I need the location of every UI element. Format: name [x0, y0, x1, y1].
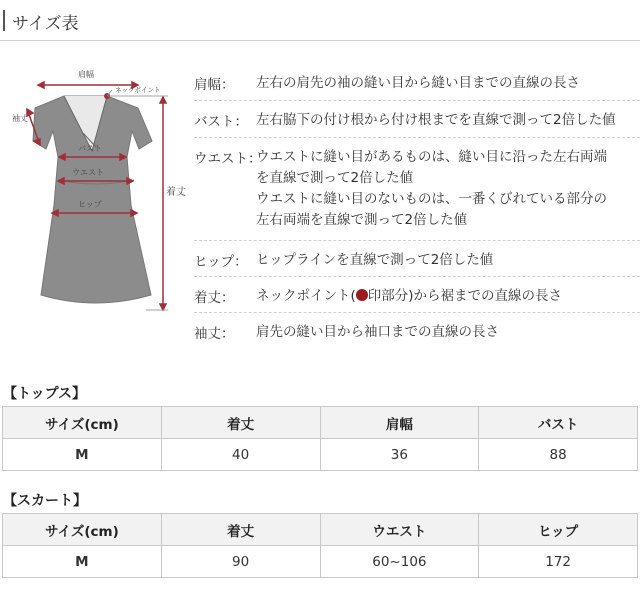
column-header: ヒップ [479, 514, 638, 546]
tops-size-table [2, 406, 638, 471]
size-cell: M [3, 439, 162, 471]
desc-term: 肩幅： [194, 77, 235, 93]
table-header-row [3, 514, 638, 546]
desc-term: 袖丈： [194, 326, 235, 342]
length-arrow-head-bottom [160, 304, 166, 310]
table-row [3, 546, 638, 578]
neck-point-label: ネックポイント [115, 86, 161, 94]
page-header [0, 0, 640, 41]
column-header: 肩幅 [320, 407, 479, 439]
column-header: ウエスト [320, 514, 479, 546]
desc-term: バスト： [194, 114, 248, 130]
desc-line: ウエストに縫い目があるものは、縫い目に沿った左右両端 [256, 149, 607, 165]
desc-term: 着丈： [194, 290, 235, 306]
desc-row-bust [194, 101, 640, 138]
length-label: 着丈 [166, 187, 186, 198]
desc-row-waist [194, 138, 640, 241]
desc-text [256, 147, 607, 231]
hip-arrow-head-right [131, 210, 137, 216]
column-header: 着丈 [161, 407, 320, 439]
desc-text: 左右の肩先の袖の縫い目から縫い目までの直線の長さ [256, 75, 580, 91]
page-title: サイズ表 [12, 14, 79, 34]
value-cell: 90 [161, 546, 320, 578]
dress-illustration [0, 55, 190, 325]
title-accent-bar [3, 10, 5, 31]
skirt-heading: 【スカート】 [3, 493, 87, 509]
desc-text: 左右脇下の付け根から付け根までを直線で測って2倍した値 [256, 112, 616, 128]
waist-arrow-head-right [127, 178, 133, 184]
table-header-row [3, 407, 638, 439]
bust-label: バスト [78, 144, 102, 153]
desc-text: ヒップラインを直線で測って2倍した値 [256, 252, 494, 268]
value-cell: 172 [479, 546, 638, 578]
desc-line: 左右両端を直線で測って2倍した値 [256, 212, 468, 228]
hip-label: ヒップ [78, 200, 102, 209]
size-cell: M [3, 546, 162, 578]
desc-line: ウエストに縫い目のないものは、一番くびれている部分の [256, 191, 607, 207]
column-header: バスト [479, 407, 638, 439]
desc-text: 肩先の縫い目から袖口までの直線の長さ [256, 324, 499, 340]
table-row [3, 439, 638, 471]
waist-label: ウエスト [72, 168, 104, 177]
desc-row-hip [194, 241, 640, 277]
sleeve-label: 袖丈 [12, 114, 28, 123]
skirt-size-table [2, 513, 638, 578]
value-cell: 40 [161, 439, 320, 471]
neck-point-dot-icon [356, 289, 368, 301]
desc-row-sleeve [194, 313, 640, 349]
value-cell: 60~106 [320, 546, 479, 578]
value-cell: 36 [320, 439, 479, 471]
shoulder-label: 肩幅 [78, 70, 94, 79]
tops-heading: 【トップス】 [3, 386, 87, 402]
column-header: サイズ(cm) [3, 407, 162, 439]
desc-row-shoulder [194, 64, 640, 101]
dress-diagram [0, 55, 190, 325]
desc-term: ヒップ： [194, 254, 248, 270]
value-cell: 88 [479, 439, 638, 471]
length-arrow-head-top [160, 97, 166, 103]
desc-line: を直線で測って2倍した値 [256, 170, 414, 186]
column-header: 着丈 [161, 514, 320, 546]
column-header: サイズ(cm) [3, 514, 162, 546]
shoulder-arrow-head-left [38, 82, 44, 88]
desc-row-length [194, 277, 640, 313]
desc-text: ネックポイント( 印部分)から裾までの直線の長さ [256, 288, 563, 304]
desc-term: ウエスト： [194, 151, 262, 167]
